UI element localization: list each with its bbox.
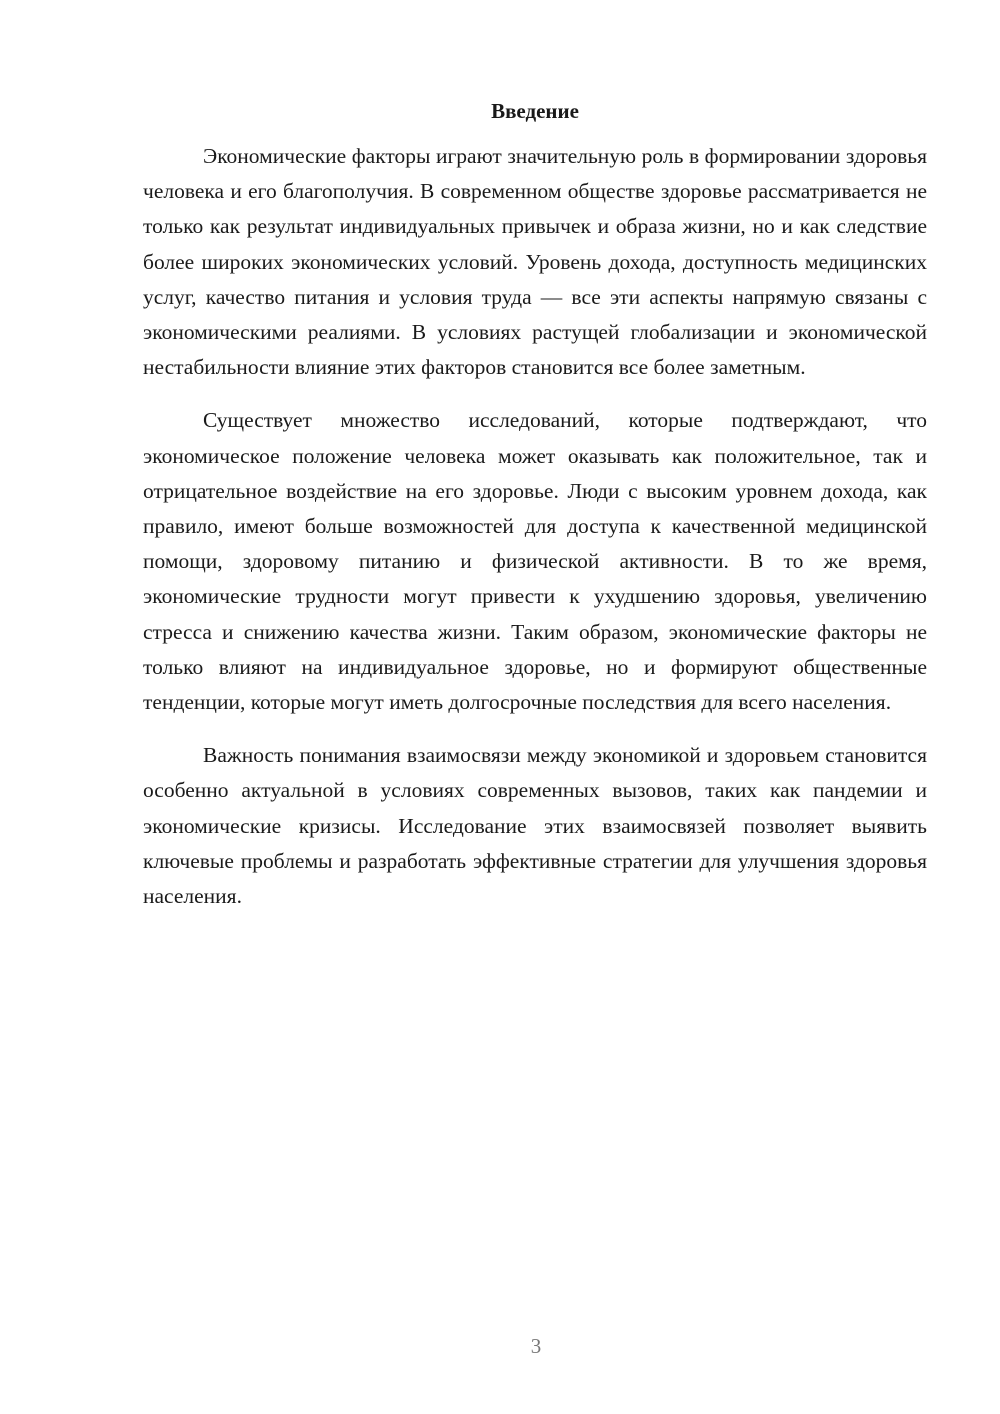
paragraph-3: Важность понимания взаимосвязи между экономикой и здоровьем становится особенно актуальной в условиях современных вызовов, таких как пандемии и экономические кризисы. Исследование этих взаимосвязей позволяет выявить ключевые проблемы и разработать эффективные стратегии для улучшения здоровья населения. xyxy=(143,743,927,909)
paragraph-1: Экономические факторы играют значительную роль в формировании здоровья человека и его благополучия. В современном обществе здоровье рассматривается не только как результат индивидуальных привычек и образа жизни, но и как следствие более широких экономических условий. Уровень дохода, доступность медицинских услуг, качество питания и условия труда — все эти аспекты напрямую связаны с экономическими реалиями. В условиях растущей глобализации и экономической нестабильности влияние этих факторов становится все более заметным. xyxy=(143,144,927,380)
page-content xyxy=(143,95,927,932)
section-heading: Введение xyxy=(491,99,579,123)
page-number: 3 xyxy=(530,1334,542,1358)
paragraph-2: Существует множество исследований, которые подтверждают, что экономическое положение человека может оказывать как положительное, так и отрицательное воздействие на его здоровье. Люди с высоким уровнем дохода, как правило, имеют больше возможностей для доступа к качественной медицинской помощи, здоровому питанию и физической активности. В то же время, экономические трудности могут привести к ухудшению здоровья, увеличению стресса и снижению качества жизни. Таким образом, экономические факторы не только влияют на индивидуальное здоровье, но и формируют общественные тенденции, которые могут иметь долгосрочные последствия для всего населения. xyxy=(143,408,927,715)
